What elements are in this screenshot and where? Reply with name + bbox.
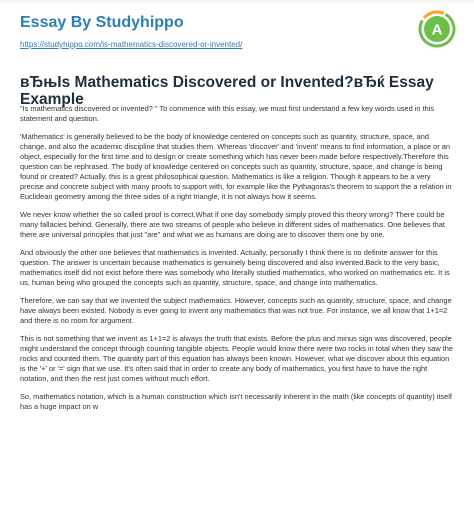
essay-title: вЂњIs Mathematics Discovered or Invented?вЂќ Essay Example <box>20 74 434 109</box>
paragraph: We never know whether the so called proof is correct.What if one day somebody simply proved this theory wrong? There could be many fallacies behind. Generally, there are two streams of people who believe in different sides of mathematics. One believes that there are universal principles that just "are" and what we as humans are doing are to discover them one by one. <box>20 210 445 239</box>
site-brand[interactable]: Essay By Studyhippo <box>20 14 184 31</box>
paragraph: "Is mathematics discovered or invented? " To commence with this essay, we must first understand a few key words used in this statement and question. <box>20 104 435 123</box>
logo-letter: A <box>431 21 443 39</box>
page-url-link[interactable]: https://studyhippo.com/is-mathematics-discovered-or-invented/ <box>20 40 243 49</box>
essay-body <box>20 104 456 420</box>
paragraph: Therefore, we can say that we invented the subject mathematics. However, concepts such as quantity, structure, space, and change have always been existed. Nobody is ever going to invent any mathematics that was not true. For instance, we all know that 1+1=2 and there is no room for argument. <box>20 296 452 325</box>
top-divider <box>0 0 474 3</box>
paragraph: This is not something that we invent as 1+1=2 is always the truth that exists. Before the plus and minus sign was discovered, people might understand the concept through counting tangible objects. People would know there were two rocks in total when they saw the rocks and counted them. The quantity part of this equation has always been known. However, what we discover about this equation is the '+' or '=' sign that we use. It's often said that in order to create any body of mathematics, you first have to have the right notation, and then the rest just comes without much effort. <box>20 334 454 383</box>
studyhippo-logo-icon[interactable] <box>418 10 456 48</box>
paragraph: And obviously the other one believes that mathematics is invented. Actually, personally I think there is no definite answer for this question. The answer is uncertain because mathematics is genuinely being discovered and also invented.Back to the very basic, mathematics itself did not exist before there was somebody who literally studied mathematics, who worked on mathematics etc. It is us, human being who grouped the concepts such as quantity, structure, space, and change into mathematics. <box>20 248 450 287</box>
paragraph: So, mathematics notation, which is a human construction which isn't necessarily inherent in the math (like concepts of quantity) itself has a huge impact on w <box>20 392 452 411</box>
paragraph: 'Mathematics' is generally believed to be the body of knowledge centered on concepts such as quantity, structure, space, and change, and also the academic discipline that studies them. Whereas 'discover' and 'invent' means to find information, a place or an object, especially for the first time and to design or create something which has never been made before respectively.Therefore this question can be rephrased. The body of knowledge centered on concepts such as quantity, structure, space, and change is being found or created? Actually, this is a great philosophical question. Mathematics is like a religion. Though it appears to be a very precise and concrete subject with many proofs to support with, for example like the Pythagoras's theorem to support the a relation in Euclidean geometry among the three sides of a right triangle, it is not always how it seems. <box>20 132 452 201</box>
